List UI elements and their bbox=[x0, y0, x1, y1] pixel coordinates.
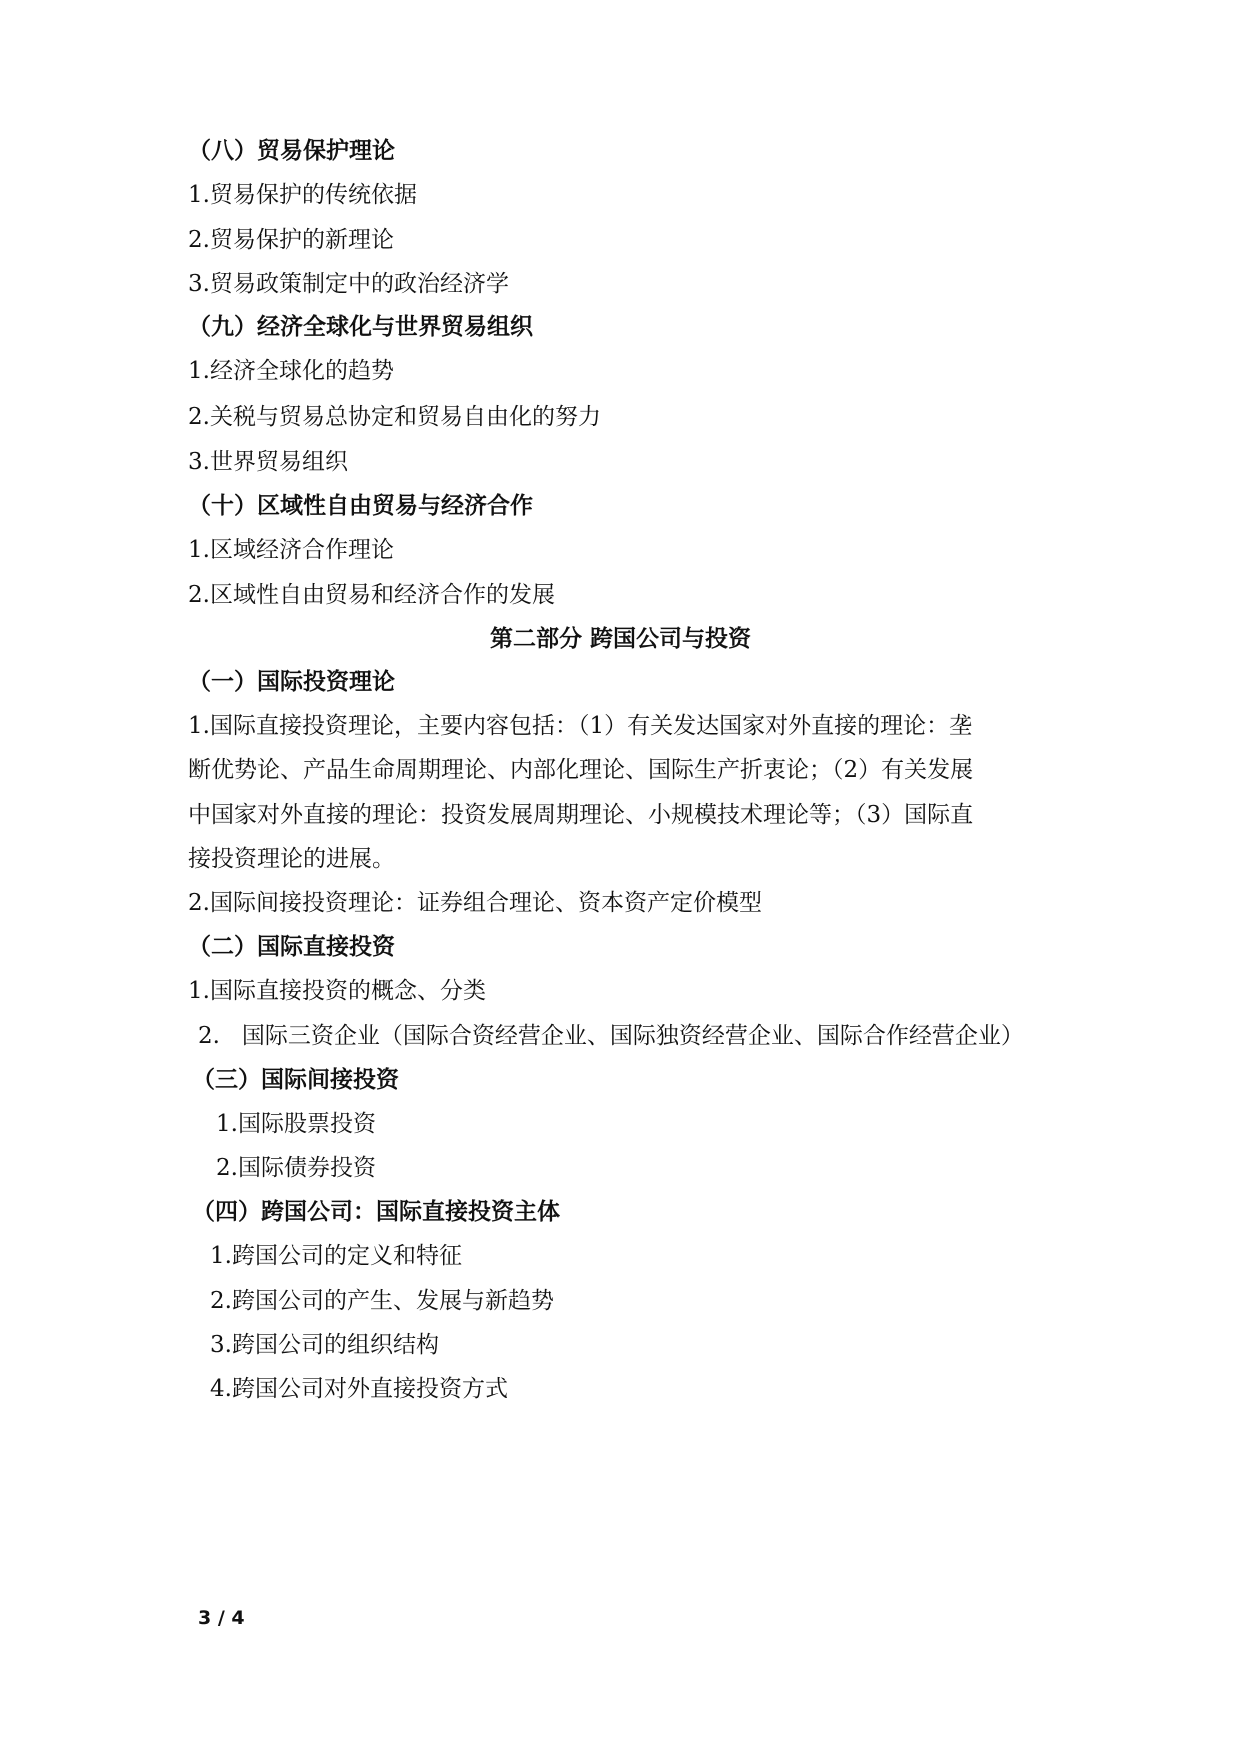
list-item: 1.国际股票投资 bbox=[216, 1111, 376, 1137]
list-item: 2.贸易保护的新理论 bbox=[188, 227, 394, 253]
list-item: 2. 国际三资企业（国际合资经营企业、国际独资经营企业、国际合作经营企业） bbox=[198, 1023, 1024, 1049]
paragraph-line: 断优势论、产品生命周期理论、内部化理论、国际生产折衷论；（2）有关发展 bbox=[188, 757, 974, 783]
list-item: 3.跨国公司的组织结构 bbox=[210, 1332, 439, 1358]
list-item: 2.跨国公司的产生、发展与新趋势 bbox=[210, 1288, 554, 1314]
part-title: 第二部分 跨国公司与投资 bbox=[489, 626, 751, 652]
list-item: 4.跨国公司对外直接投资方式 bbox=[210, 1376, 508, 1402]
section-heading-10: （十）区域性自由贸易与经济合作 bbox=[188, 493, 533, 519]
list-item: 1.国际直接投资的概念、分类 bbox=[188, 978, 486, 1004]
list-item: 3.世界贸易组织 bbox=[188, 449, 348, 475]
section-heading-3: （三）国际间接投资 bbox=[192, 1067, 399, 1093]
list-item: 2.国际间接投资理论：证券组合理论、资本资产定价模型 bbox=[188, 890, 762, 916]
paragraph-line: 接投资理论的进展。 bbox=[188, 846, 395, 872]
section-heading-9: （九）经济全球化与世界贸易组织 bbox=[188, 314, 533, 340]
list-item: 3.贸易政策制定中的政治经济学 bbox=[188, 271, 509, 297]
list-item: 1.跨国公司的定义和特征 bbox=[210, 1243, 462, 1269]
list-item: 2.国际债券投资 bbox=[216, 1155, 376, 1181]
list-item: 2.关税与贸易总协定和贸易自由化的努力 bbox=[188, 404, 601, 430]
page-number: 3 / 4 bbox=[198, 1607, 245, 1629]
list-item: 1.区域经济合作理论 bbox=[188, 537, 394, 563]
list-item: 2.区域性自由贸易和经济合作的发展 bbox=[188, 582, 555, 608]
section-heading-2: （二）国际直接投资 bbox=[188, 934, 395, 960]
list-item: 1.经济全球化的趋势 bbox=[188, 358, 394, 384]
paragraph-line: 1.国际直接投资理论，主要内容包括：（1）有关发达国家对外直接的理论：垄 bbox=[188, 713, 973, 739]
paragraph-line: 中国家对外直接的理论：投资发展周期理论、小规模技术理论等；（3）国际直 bbox=[188, 802, 974, 828]
section-heading-1: （一）国际投资理论 bbox=[188, 669, 395, 695]
list-item: 1.贸易保护的传统依据 bbox=[188, 182, 417, 208]
section-heading-8: （八）贸易保护理论 bbox=[188, 138, 395, 164]
section-heading-4: （四）跨国公司：国际直接投资主体 bbox=[192, 1199, 560, 1225]
